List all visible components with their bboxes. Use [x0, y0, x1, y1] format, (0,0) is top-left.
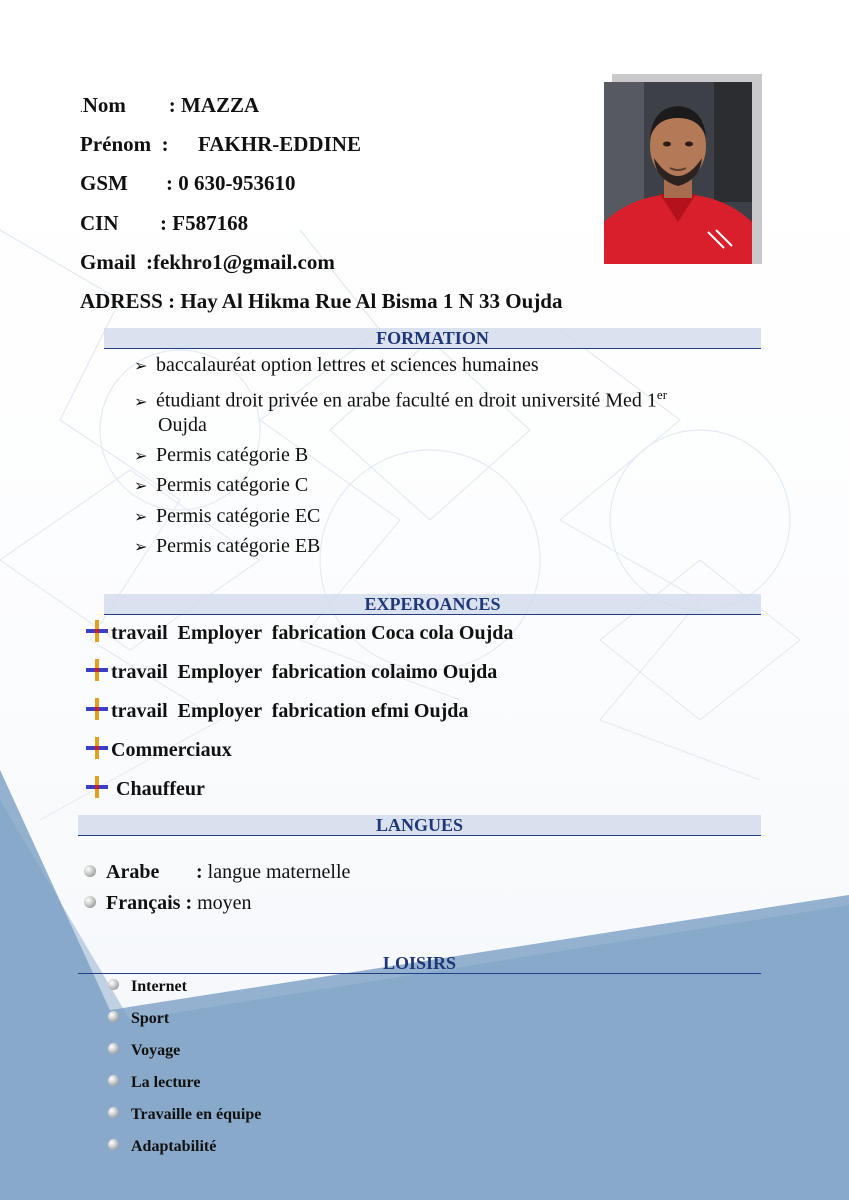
section-loisirs: LOISIRS [78, 953, 761, 974]
gsm-label: GSM [80, 171, 128, 195]
sphere-icon [108, 1011, 119, 1022]
formation-sup: er [656, 387, 668, 402]
langue-name: Arabe [106, 861, 160, 883]
section-experiences: EXPEROANCES [104, 594, 761, 615]
experience-item [86, 698, 468, 723]
langue-level: langue maternelle [207, 861, 351, 883]
arrowhead-icon: ➢ [134, 358, 148, 375]
experience-item [86, 737, 232, 762]
arrowhead-icon: ➢ [134, 478, 148, 495]
formation-text: Permis catégorie C [156, 474, 309, 496]
loisir-text: Travaille en équipe [131, 1106, 262, 1123]
nom-label: Nom [82, 93, 126, 117]
arrowhead-icon: ➢ [134, 393, 148, 411]
section-formation: FORMATION [104, 328, 761, 349]
gmail-label: Gmail [80, 250, 136, 274]
experience-text: travail Employer fabrication colaimo Oujda [111, 661, 498, 683]
loisir-item [108, 1106, 261, 1124]
loisir-item [108, 1010, 169, 1028]
formation-text: Permis catégorie EC [156, 505, 321, 527]
loisir-text: Adaptabilité [131, 1138, 217, 1155]
experience-text: travail Employer fabrication efmi Oujda [111, 700, 469, 722]
formation-item [134, 501, 320, 533]
cin-label: CIN [80, 211, 119, 235]
cross-icon [86, 698, 108, 720]
cin-line [80, 211, 248, 236]
gmail-value[interactable]: :fekhro1@gmail.com [146, 250, 335, 274]
prenom-line [80, 132, 361, 157]
sphere-icon [108, 1139, 119, 1150]
formation-item [134, 440, 308, 472]
experience-text: travail Employer fabrication Coca cola Oujda [111, 622, 514, 644]
formation-text: étudiant droit privée en arabe faculté en droit université Med 1 [156, 389, 657, 412]
formation-item [134, 470, 308, 502]
experience-text: Commerciaux [111, 739, 232, 761]
loisir-text: Internet [131, 978, 187, 995]
loisir-item [108, 1074, 200, 1092]
sphere-icon [108, 1107, 119, 1118]
formation-text: baccalauréat option lettres et sciences humaines [156, 354, 539, 376]
langue-name: Français [106, 892, 181, 914]
experience-item [86, 620, 513, 645]
sphere-icon [84, 896, 96, 908]
loisir-item [108, 1138, 216, 1156]
langue-sep: : [180, 892, 198, 914]
langue-item [84, 892, 252, 915]
gmail-line [80, 250, 335, 275]
sphere-icon [108, 979, 119, 990]
sphere-icon [84, 865, 96, 877]
section-langues: LANGUES [78, 815, 761, 836]
gsm-line [80, 171, 296, 196]
loisir-item [108, 1042, 180, 1060]
prenom-value: FAKHR-EDDINE [198, 132, 361, 156]
cross-icon [86, 776, 108, 798]
arrowhead-icon: ➢ [134, 448, 148, 465]
lead-dot: . [80, 103, 83, 115]
langue-sep: : [196, 861, 208, 883]
prenom-label: Prénom : [80, 132, 169, 156]
formation-item [134, 350, 539, 382]
sphere-icon [108, 1075, 119, 1086]
experience-text: Chauffeur [111, 778, 205, 800]
experience-item [86, 776, 205, 801]
arrowhead-icon: ➢ [134, 539, 148, 556]
cross-icon [86, 620, 108, 642]
langue-level: moyen [197, 892, 252, 914]
cin-value: : F587168 [160, 211, 249, 235]
formation-text: Permis catégorie B [156, 444, 309, 466]
nom-value: : MAZZA [168, 93, 260, 117]
arrowhead-icon: ➢ [134, 509, 148, 526]
formation-text: Permis catégorie EB [156, 535, 321, 557]
cross-icon [86, 737, 108, 759]
sphere-icon [108, 1043, 119, 1054]
loisir-item [108, 978, 187, 996]
langue-item [84, 861, 350, 884]
profile-photo [604, 82, 752, 264]
loisir-text: Sport [131, 1010, 170, 1027]
nom-line [80, 93, 259, 118]
formation-text-cont: Oujda [158, 414, 207, 436]
formation-item [134, 531, 320, 563]
loisir-text: La lecture [131, 1074, 201, 1091]
gsm-value: : 0 630-953610 [166, 171, 296, 195]
loisir-text: Voyage [131, 1042, 181, 1059]
formation-item [134, 380, 668, 436]
experience-item [86, 659, 497, 684]
cross-icon [86, 659, 108, 681]
adress-line: ADRESS : Hay Al Hikma Rue Al Bisma 1 N 33 Oujda [80, 289, 563, 313]
